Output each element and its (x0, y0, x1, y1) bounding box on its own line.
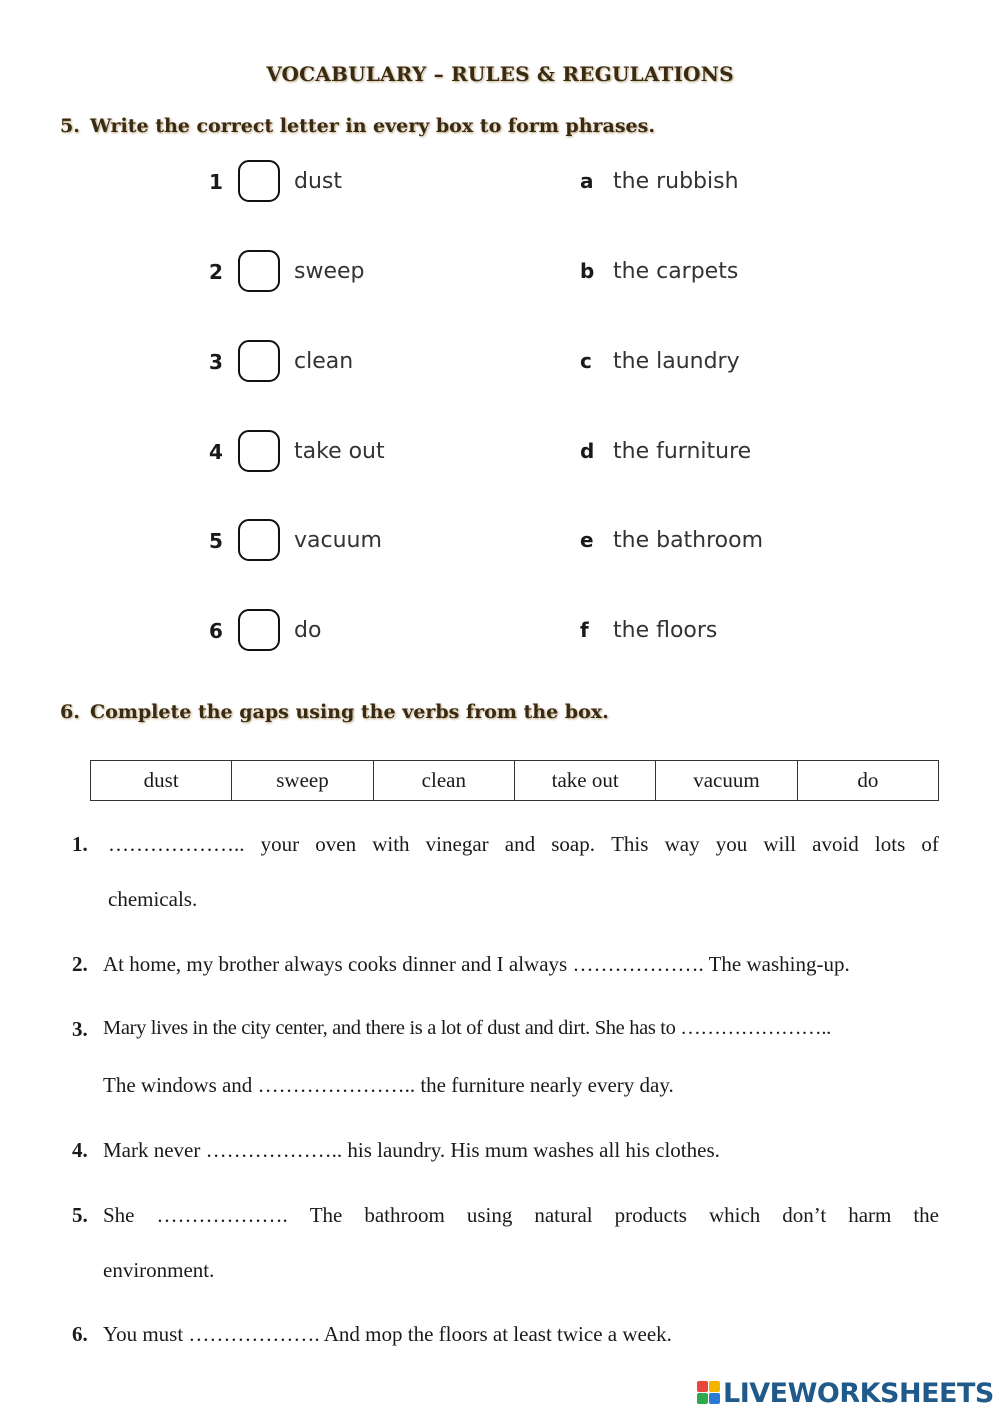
question-3-gap-1[interactable]: ………………….. (680, 1017, 831, 1039)
question-2-before: At home, my brother always cooks dinner and I always (103, 952, 573, 976)
question-word: your (260, 832, 300, 856)
match-number: 5 (209, 529, 223, 553)
question-word: bathroom (364, 1203, 445, 1227)
section-5-instruction: Write the correct letter in every box to form phrases. (90, 115, 655, 137)
match-number: 1 (209, 170, 223, 194)
section-5-number: 5. (60, 115, 80, 137)
section-6-heading (60, 701, 609, 723)
question-word: products (614, 1203, 687, 1227)
match-letter: f (580, 618, 589, 642)
question-5-number: 5. (72, 1203, 88, 1227)
match-letter: a (580, 169, 594, 193)
match-phrase: the bathroom (613, 528, 764, 553)
verb-box-row (91, 761, 939, 801)
match-number: 6 (209, 619, 223, 643)
match-row (0, 250, 1000, 294)
question-word: of (921, 832, 939, 856)
match-phrase: the laundry (613, 349, 740, 374)
question-word: natural (534, 1203, 593, 1227)
section-6-number: 6. (60, 701, 80, 723)
match-row (0, 340, 1000, 384)
verb-box-cell: sweep (232, 761, 373, 801)
question-word: with (372, 832, 410, 856)
worksheet-title: VOCABULARY – RULES & REGULATIONS (266, 62, 734, 86)
question-word: using (466, 1203, 513, 1227)
question-6-gap[interactable]: ………………. (188, 1322, 320, 1346)
question-word: will (763, 832, 796, 856)
match-verb: clean (294, 349, 354, 374)
question-2-after: The washing-up. (703, 952, 850, 976)
question-6-after: And mop the floors at least twice a week. (319, 1322, 672, 1346)
question-3-line-1 (103, 1017, 831, 1040)
answer-box[interactable] (238, 160, 280, 202)
question-word: the (913, 1203, 939, 1227)
question-1-line-1 (108, 832, 939, 857)
question-6-text (103, 1322, 672, 1347)
question-3-before: Mary lives in the city center, and there is a lot of dust and dirt. She has to (103, 1017, 681, 1039)
question-4-gap[interactable]: ……………….. (205, 1138, 343, 1162)
logo-square (697, 1393, 708, 1404)
liveworksheets-logo-text: LIVEWORKSHEETS (723, 1377, 994, 1409)
question-word: oven (315, 832, 357, 856)
question-word: soap. (551, 832, 595, 856)
question-word: and (504, 832, 536, 856)
question-2-gap[interactable]: ………………. (572, 952, 704, 976)
question-3-number: 3. (72, 1017, 88, 1041)
verb-box-cell: do (797, 761, 938, 801)
section-6-instruction: Complete the gaps using the verbs from the box. (90, 701, 609, 723)
match-number: 2 (209, 260, 223, 284)
answer-box[interactable] (238, 430, 280, 472)
question-3-line-2 (103, 1073, 674, 1098)
match-verb: do (294, 618, 322, 643)
match-phrase: the rubbish (613, 169, 739, 194)
question-1-number: 1. (72, 832, 88, 856)
question-3-line-2-before: The windows and (103, 1073, 258, 1097)
question-1-gap[interactable]: ……………….. (108, 832, 245, 856)
question-1-line-2: chemicals. (108, 887, 198, 911)
match-phrase: the carpets (613, 259, 739, 284)
question-5-gap[interactable]: ………………. (156, 1203, 288, 1227)
match-verb: dust (294, 169, 342, 194)
verb-box (90, 760, 939, 801)
liveworksheets-logo[interactable] (697, 1377, 994, 1409)
question-5-line-2: environment. (103, 1258, 215, 1282)
question-word: vinegar (425, 832, 489, 856)
answer-box[interactable] (238, 340, 280, 382)
section-5-heading (60, 115, 655, 137)
question-6-number: 6. (72, 1322, 88, 1346)
question-word: you (715, 832, 748, 856)
match-letter: e (580, 528, 594, 552)
question-word: don’t (782, 1203, 827, 1227)
verb-box-cell: vacuum (656, 761, 797, 801)
question-word: harm (848, 1203, 892, 1227)
match-verb: sweep (294, 259, 365, 284)
logo-square (709, 1381, 720, 1392)
question-4-number: 4. (72, 1138, 88, 1162)
verb-box-cell: clean (373, 761, 514, 801)
match-row (0, 609, 1000, 653)
match-letter: c (580, 349, 592, 373)
match-phrase: the furniture (613, 439, 752, 464)
answer-box[interactable] (238, 609, 280, 651)
match-row (0, 160, 1000, 204)
question-word: This (611, 832, 649, 856)
match-verb: vacuum (294, 528, 382, 553)
question-word: She (103, 1203, 135, 1227)
match-row (0, 430, 1000, 474)
liveworksheets-logo-icon (697, 1380, 721, 1406)
match-number: 3 (209, 350, 223, 374)
answer-box[interactable] (238, 250, 280, 292)
question-word: avoid (812, 832, 859, 856)
match-phrase: the floors (613, 618, 718, 643)
question-6-before: You must (103, 1322, 189, 1346)
match-verb: take out (294, 439, 385, 464)
match-letter: d (580, 439, 595, 463)
question-2-text (103, 952, 850, 977)
question-3-line-2-after: the furniture nearly every day. (415, 1073, 674, 1097)
match-letter: b (580, 259, 595, 283)
match-row (0, 519, 1000, 563)
match-number: 4 (209, 440, 223, 464)
question-4-before: Mark never (103, 1138, 206, 1162)
answer-box[interactable] (238, 519, 280, 561)
question-word: way (664, 832, 700, 856)
logo-square (709, 1393, 720, 1404)
question-3-gap-2[interactable]: ………………….. (257, 1073, 416, 1097)
verb-box-cell: dust (91, 761, 232, 801)
question-word: lots (874, 832, 906, 856)
question-2-number: 2. (72, 952, 88, 976)
question-4-text (103, 1138, 720, 1163)
question-word: The (309, 1203, 343, 1227)
logo-square (697, 1381, 708, 1392)
question-4-after: his laundry. His mum washes all his clothes. (342, 1138, 720, 1162)
question-5-line-1 (103, 1203, 939, 1228)
verb-box-cell: take out (514, 761, 655, 801)
question-word: which (708, 1203, 761, 1227)
